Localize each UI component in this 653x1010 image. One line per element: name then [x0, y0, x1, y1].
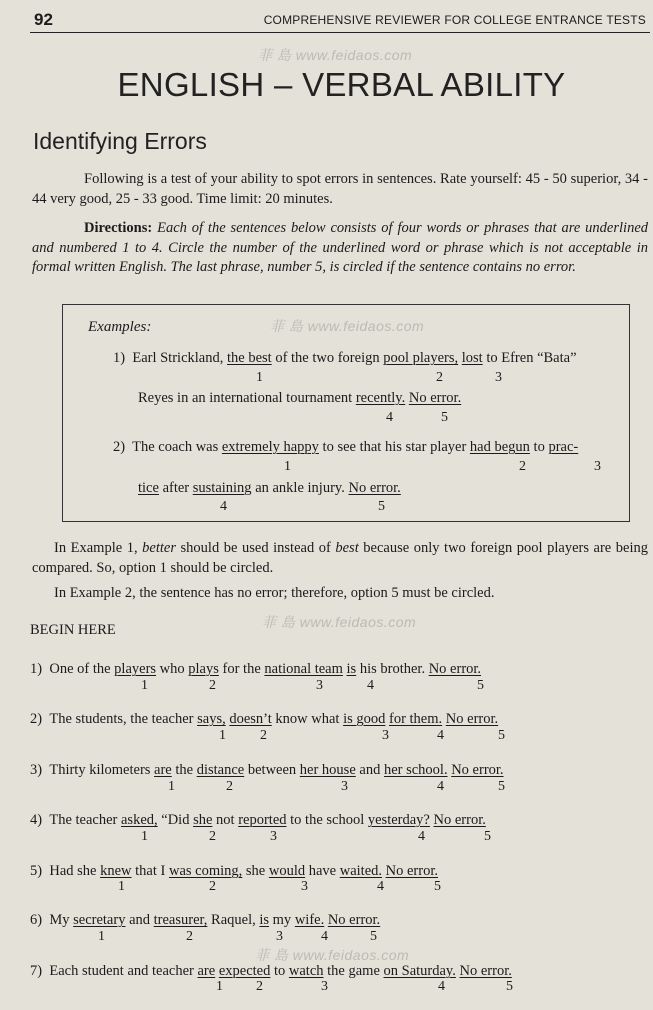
sentence-text: have	[305, 863, 340, 879]
option-number: 5	[370, 929, 377, 944]
intro-paragraph: Following is a test of your ability to spot errors in sentences. Rate yourself: 45 - 50 superior, 34 - 44 very good, 25 - 33 good. Time limit: 20 minutes.	[32, 171, 648, 207]
underlined-option: doesn’t	[229, 711, 272, 727]
underlined-option: No error.	[451, 762, 504, 778]
explanation-emphasis: best	[335, 540, 359, 556]
option-number: 5	[498, 779, 505, 794]
option-number: 3	[276, 929, 283, 944]
option-number: 1	[216, 979, 223, 994]
example-number: 2)	[113, 439, 126, 455]
underlined-option: plays	[188, 661, 219, 677]
underlined-option: says,	[197, 711, 226, 727]
page-number: 92	[34, 10, 53, 29]
underlined-option: is	[346, 661, 357, 677]
sentence-text: after	[158, 480, 193, 496]
option-number: 1	[98, 929, 105, 944]
option-number: 5	[441, 410, 448, 425]
sentence-text: Each student and teacher	[49, 963, 198, 979]
sentence-text: to	[270, 963, 289, 979]
examples-label: Examples:	[88, 319, 152, 335]
option-number: 3	[341, 779, 348, 794]
question-number: 1)	[30, 661, 43, 677]
underlined-option: pool players,	[383, 350, 459, 366]
watermark: 菲 島 www.feidaos.com	[258, 47, 413, 63]
question-number: 2)	[30, 711, 43, 727]
sentence-text: to the school	[286, 812, 368, 828]
sentence-text: who	[156, 661, 189, 677]
underlined-option: knew	[100, 863, 132, 879]
running-header	[30, 10, 650, 33]
example-1-line-1	[113, 350, 577, 367]
option-number: 2	[186, 929, 193, 944]
question-7	[30, 963, 512, 980]
sentence-text: Had she	[49, 863, 101, 879]
sentence-text: of the two foreign	[271, 350, 384, 366]
explanation-text: should be used instead of	[175, 540, 336, 556]
underlined-option: prac-	[548, 439, 579, 455]
sentence-text: know what	[271, 711, 344, 727]
directions-text: Each of the sentences below consists of four words or phrases that are underlined and numbered 1 to 4. Circle the number of the underlined word or phrase which is not acceptable in formal written English. The last phrase, number 5, is circled if the sentence contains no error.	[32, 220, 649, 275]
example-2-line-1	[113, 439, 578, 456]
sentence-text: his brother.	[356, 661, 429, 677]
option-number: 5	[506, 979, 513, 994]
option-number: 2	[256, 979, 263, 994]
option-number: 1	[141, 678, 148, 693]
underlined-option: tice	[138, 480, 159, 496]
sentence-text: the game	[323, 963, 384, 979]
underlined-option: expected	[218, 963, 271, 979]
sentence-text: My	[49, 912, 74, 928]
explanation-1	[32, 539, 648, 578]
sentence-text: One of the	[49, 661, 115, 677]
question-6	[30, 912, 380, 929]
underlined-option: on Saturday.	[383, 963, 456, 979]
sentence-text: she	[242, 863, 269, 879]
option-number: 4	[386, 410, 393, 425]
underlined-option: waited.	[339, 863, 383, 879]
sentence-text: for the	[218, 661, 265, 677]
underlined-option: reported	[238, 812, 287, 828]
directions-label: Directions:	[84, 220, 153, 236]
underlined-option: her school.	[383, 762, 448, 778]
option-number: 4	[437, 779, 444, 794]
underlined-option: national team	[264, 661, 343, 677]
sentence-text: and	[355, 762, 384, 778]
underlined-option: asked,	[121, 812, 158, 828]
underlined-option: secretary	[73, 912, 126, 928]
underlined-option: watch	[288, 963, 324, 979]
underlined-option: sustaining	[192, 480, 252, 496]
begin-here-label: BEGIN HERE	[30, 622, 116, 638]
option-number: 1	[219, 728, 226, 743]
watermark: 菲 島 www.feidaos.com	[270, 318, 425, 334]
option-number: 2	[436, 370, 443, 385]
option-number: 5	[477, 678, 484, 693]
sentence-text: an ankle injury.	[251, 480, 349, 496]
underlined-option: is	[259, 912, 270, 928]
option-number: 4	[437, 728, 444, 743]
option-number: 3	[594, 459, 601, 474]
underlined-option: had begun	[469, 439, 530, 455]
sentence-text: Reyes in an international tournament	[138, 390, 356, 406]
option-number: 3	[495, 370, 502, 385]
sentence-text: that I	[131, 863, 169, 879]
explanation-text: In Example 1,	[54, 540, 143, 556]
option-number: 4	[438, 979, 445, 994]
option-number: 2	[209, 879, 216, 894]
underlined-option: No error.	[348, 480, 401, 496]
question-5	[30, 863, 438, 880]
option-number: 5	[484, 829, 491, 844]
option-number: 4	[367, 678, 374, 693]
option-number: 4	[220, 499, 227, 514]
option-number: 1	[168, 779, 175, 794]
underlined-option: for them.	[389, 711, 443, 727]
question-number: 3)	[30, 762, 43, 778]
option-number: 2	[209, 829, 216, 844]
sentence-text: to	[529, 439, 549, 455]
underlined-option: the best	[226, 350, 272, 366]
underlined-option: No error.	[445, 711, 499, 727]
explanation-text: because only two foreign pool players are being compared. So, option 1 should be circled.	[32, 540, 648, 576]
example-2-line-2	[138, 480, 401, 497]
question-1	[30, 661, 481, 678]
running-title: COMPREHENSIVE REVIEWER FOR COLLEGE ENTRANCE TESTS	[263, 13, 646, 27]
explanation-emphasis: better	[142, 540, 176, 556]
underlined-option: extremely happy	[221, 439, 319, 455]
option-number: 3	[270, 829, 277, 844]
option-number: 3	[321, 979, 328, 994]
option-number: 2	[209, 678, 216, 693]
underlined-option: wife.	[294, 912, 325, 928]
example-number: 1)	[113, 350, 126, 366]
option-number: 3	[301, 879, 308, 894]
underlined-option: was coming,	[168, 863, 243, 879]
option-number: 1	[118, 879, 125, 894]
option-number: 3	[382, 728, 389, 743]
sentence-text: not	[212, 812, 239, 828]
option-number: 2	[226, 779, 233, 794]
option-number: 3	[316, 678, 323, 693]
underlined-option: she	[193, 812, 213, 828]
directions-paragraph	[32, 219, 648, 278]
option-number: 2	[519, 459, 526, 474]
sentence-text: The students, the teacher	[49, 711, 198, 727]
sentence-text: Earl Strickland,	[132, 350, 227, 366]
underlined-option: No error.	[433, 812, 486, 828]
sentence-text: “Did	[157, 812, 194, 828]
sentence-text: the	[171, 762, 197, 778]
watermark: 菲 島 www.feidaos.com	[255, 947, 410, 963]
section-title: Identifying Errors	[33, 128, 207, 154]
underlined-option: distance	[196, 762, 245, 778]
sentence-text: The teacher	[49, 812, 121, 828]
underlined-option: lost	[461, 350, 483, 366]
option-number: 4	[418, 829, 425, 844]
option-number: 1	[284, 459, 291, 474]
option-number: 1	[141, 829, 148, 844]
question-number: 6)	[30, 912, 43, 928]
sentence-text: Thirty kilometers	[49, 762, 155, 778]
sentence-text: my	[269, 912, 295, 928]
question-3	[30, 762, 504, 779]
underlined-option: are	[197, 963, 216, 979]
underlined-option: No error.	[428, 661, 482, 677]
sentence-text: to see that his star player	[318, 439, 470, 455]
option-number: 1	[256, 370, 263, 385]
option-number: 5	[498, 728, 505, 743]
option-number: 4	[321, 929, 328, 944]
underlined-option: recently.	[355, 390, 406, 406]
underlined-option: are	[154, 762, 172, 778]
option-number: 5	[378, 499, 385, 514]
underlined-option: No error.	[385, 863, 438, 879]
sentence-text: to Efren “Bata”	[482, 350, 577, 366]
sentence-text: between	[244, 762, 300, 778]
underlined-option: No error.	[327, 912, 381, 928]
question-2	[30, 711, 498, 728]
watermark: 菲 島 www.feidaos.com	[262, 614, 417, 630]
question-4	[30, 812, 486, 829]
underlined-option: No error.	[408, 390, 462, 406]
question-number: 4)	[30, 812, 43, 828]
explanation-2: In Example 2, the sentence has no error; therefore, option 5 must be circled.	[54, 585, 495, 601]
option-number: 2	[260, 728, 267, 743]
underlined-option: treasurer,	[153, 912, 208, 928]
sentence-text: and	[125, 912, 154, 928]
sentence-text: Raquel,	[207, 912, 260, 928]
option-number: 5	[434, 879, 441, 894]
page-title: ENGLISH – VERBAL ABILITY	[117, 66, 566, 103]
sentence-text: The coach was	[132, 439, 222, 455]
question-number: 5)	[30, 863, 43, 879]
underlined-option: players	[114, 661, 157, 677]
underlined-option: No error.	[459, 963, 512, 979]
underlined-option: would	[268, 863, 306, 879]
question-number: 7)	[30, 963, 43, 979]
underlined-option: yesterday?	[367, 812, 430, 828]
underlined-option: her house	[299, 762, 356, 778]
option-number: 4	[377, 879, 384, 894]
example-1-line-2	[138, 390, 461, 407]
underlined-option: is good	[343, 711, 386, 727]
